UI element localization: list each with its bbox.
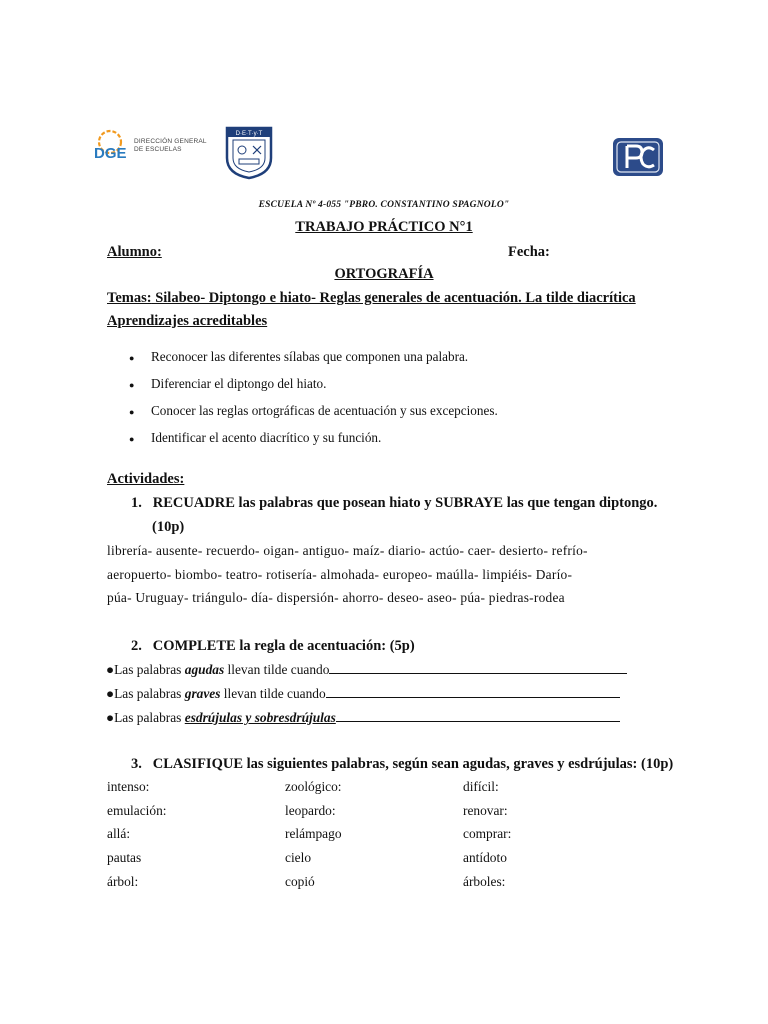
activity-3-instruction: 3. CLASIFIQUE las siguientes palabras, según sean agudas, graves y esdrújulas: (10p) — [131, 756, 674, 772]
rule-line-esdrujulas: ●Las palabras esdrújulas y sobresdrújulas — [106, 709, 620, 726]
activity-2-instruction: 2. COMPLETE la regla de acentuación: (5p) — [131, 638, 415, 654]
objective-item: ● Conocer las reglas ortográficas de acentuación y sus excepciones. — [129, 403, 498, 418]
word-cell: allá: — [107, 826, 131, 841]
word-cell: comprar: — [463, 826, 512, 841]
subject-title: ORTOGRAFÍA — [334, 266, 434, 282]
word-list-line: aeropuerto- biombo- teatro- rotisería- almohada- europeo- maúlla- limpiéis- Darío- — [107, 567, 573, 582]
activities-heading: Actividades: — [107, 471, 185, 487]
alumno-label: Alumno: — [107, 244, 162, 260]
word-cell: árboles: — [463, 874, 506, 889]
rule-line-graves: ●Las palabras graves llevan tilde cuando — [106, 685, 620, 702]
rule-line-agudas: ●Las palabras agudas llevan tilde cuando — [106, 661, 627, 678]
objective-item: ● Identificar el acento diacrítico y su función. — [129, 430, 382, 445]
dge-logo-line1: DIRECCIÓN GENERAL — [134, 138, 207, 145]
dge-logo-icon — [90, 128, 130, 166]
institution-logo-icon — [612, 137, 664, 177]
learning-outcomes-heading: Aprendizajes acreditables — [107, 313, 268, 329]
word-cell: intenso: — [107, 779, 150, 794]
topics-text: Silabeo- Diptongo e hiato- Reglas generales de acentuación. La tilde diacrítica — [151, 290, 636, 306]
word-cell: emulación: — [107, 803, 167, 818]
word-list-line: púa- Uruguay- triángulo- día- dispersión- ahorro- deseo- aseo- púa- piedras-rodea — [107, 590, 565, 605]
answer-blank[interactable] — [336, 709, 620, 722]
topics-label: Temas: — [107, 290, 152, 306]
answer-blank[interactable] — [329, 661, 627, 674]
word-cell: renovar: — [463, 803, 508, 818]
objective-item: ● Diferenciar el diptongo del hiato. — [129, 376, 327, 391]
dge-logo-line2: DE ESCUELAS — [134, 145, 182, 153]
svg-text:DGE: DGE — [94, 145, 127, 162]
word-cell: árbol: — [107, 874, 139, 889]
dge-logo — [90, 126, 210, 168]
word-cell: zoológico: — [285, 779, 342, 794]
fecha-label: Fecha: — [508, 244, 550, 260]
word-cell: difícil: — [463, 779, 499, 794]
school-name: ESCUELA Nº 4-055 "PBRO. CONSTANTINO SPAGNOLO" — [258, 200, 510, 210]
word-cell: antídoto — [463, 850, 507, 865]
answer-blank[interactable] — [326, 685, 620, 698]
word-cell: leopardo: — [285, 803, 336, 818]
activity-1-points: (10p) — [152, 519, 185, 535]
school-shield-icon — [225, 126, 273, 180]
word-cell: copió — [285, 874, 315, 889]
objective-item: ● Reconocer las diferentes sílabas que componen una palabra. — [129, 349, 469, 364]
topics — [107, 290, 636, 307]
word-list-line: librería- ausente- recuerdo- oigan- antiguo- maíz- diario- actúo- caer- desierto- refrío- — [107, 543, 588, 558]
activity-1-instruction: 1. RECUADRE las palabras que posean hiato y SUBRAYE las que tengan diptongo. — [131, 495, 658, 511]
word-cell: cielo — [285, 850, 312, 865]
word-cell: relámpago — [285, 826, 342, 841]
document-title: TRABAJO PRÁCTICO N°1 — [295, 219, 473, 235]
word-cell: pautas — [107, 850, 142, 865]
svg-text:D·E·T·y·T: D·E·T·y·T — [235, 131, 263, 137]
